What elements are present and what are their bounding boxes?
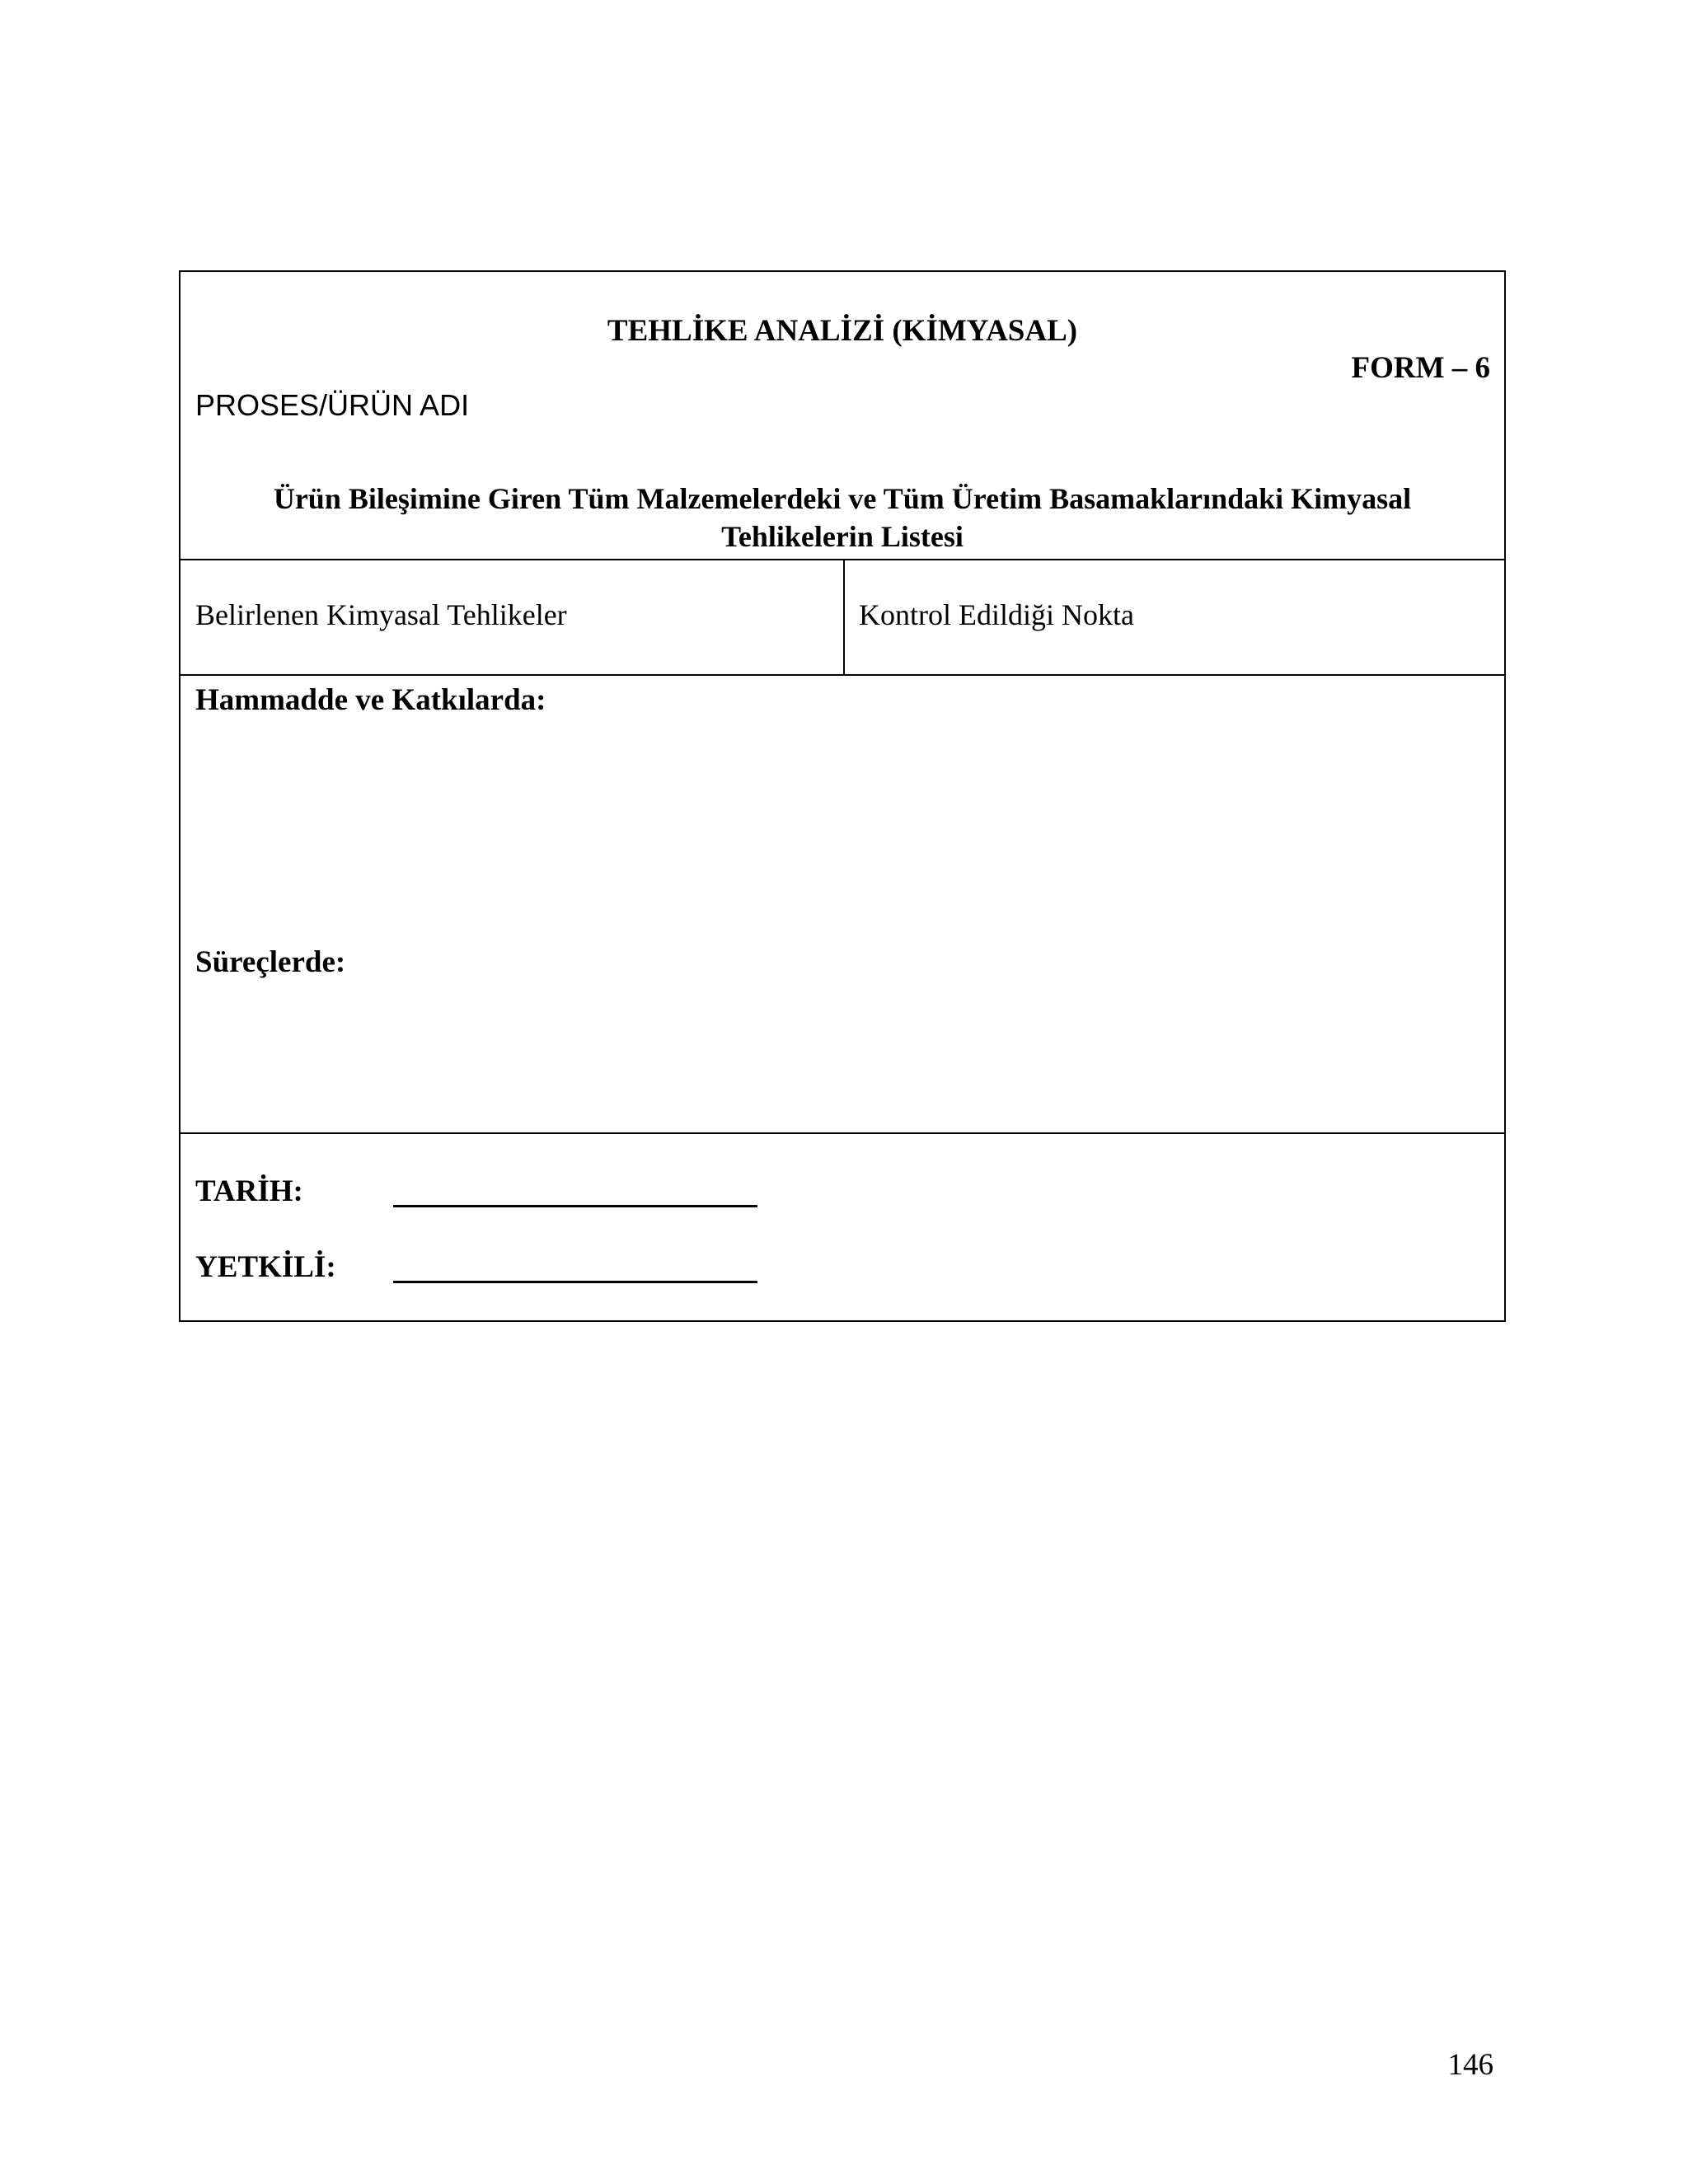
hazard-analysis-form [179,270,1506,1322]
form-header [181,272,1504,560]
column-divider [843,559,845,674]
form-number: FORM – 6 [1351,351,1490,385]
authorized-field[interactable] [393,1281,757,1283]
page-number: 146 [1447,2048,1493,2082]
column-header-control-point: Kontrol Edildiği Nokta [859,598,1134,631]
date-label: TARİH: [195,1174,303,1208]
column-header-row [181,559,1504,676]
processes-label: Süreçlerde: [195,945,346,979]
signature-area [181,1132,1504,1320]
form-subtitle: Ürün Bileşimine Giren Tüm Malzemelerdeki ve Tüm Üretim Basamaklarındaki Kimyasal Tehlikelerin Listesi [273,482,1412,553]
hazard-entry-area[interactable] [181,674,1504,1134]
product-name-label: PROSES/ÜRÜN ADI [195,388,470,422]
column-header-hazards: Belirlenen Kimyasal Tehlikeler [195,598,567,631]
raw-materials-label: Hammadde ve Katkılarda: [195,683,546,717]
date-field[interactable] [393,1205,757,1207]
authorized-label: YETKİLİ: [195,1250,336,1284]
form-title: TEHLİKE ANALİZİ (KİMYASAL) [607,314,1078,348]
